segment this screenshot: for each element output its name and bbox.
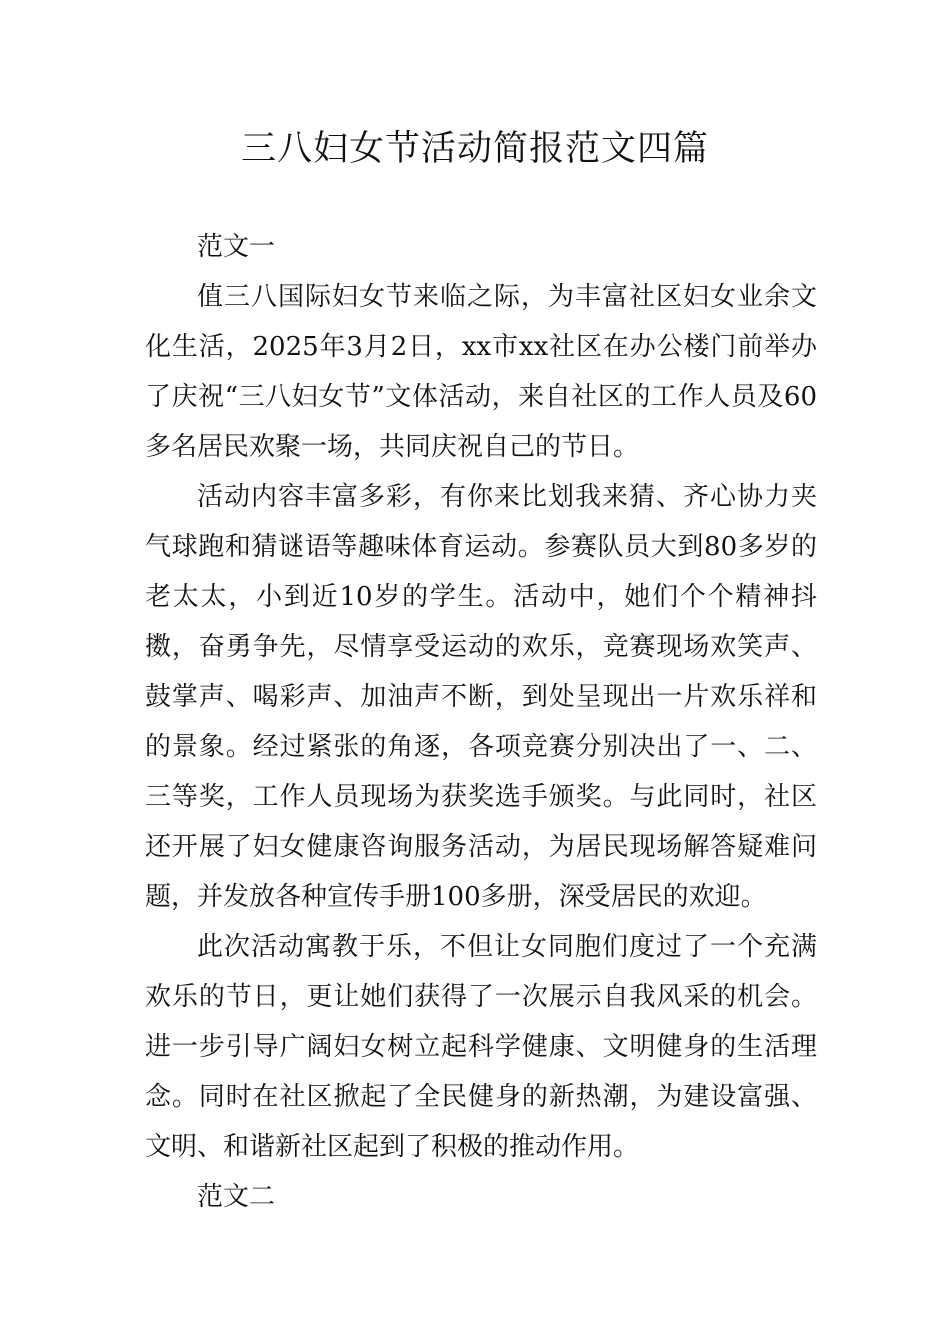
document-title: 三八妇女节活动简报范文四篇 bbox=[240, 129, 709, 169]
section-heading-2: 范文二 bbox=[197, 1182, 276, 1212]
paragraph: 值三八国际妇女节来临之际，为丰富社区妇女业余文化生活，2025年3月2日，xx市xx社区在办公楼门前举办了庆祝“三八妇女节”文体活动，来自社区的工作人员及60多名居民欢聚一场，共同庆祝自己的节日。 bbox=[145, 282, 817, 462]
paragraph: 此次活动寓教于乐，不但让女同胞们度过了一个充满欢乐的节日，更让她们获得了一次展示自我风采的机会。进一步引导广阔妇女树立起科学健康、文明健身的生活理念。同时在社区掀起了全民健身的新热潮，为建设富强、文明、和谐新社区起到了积极的推动作用。 bbox=[145, 932, 817, 1162]
paragraph: 活动内容丰富多彩，有你来比划我来猜、齐心协力夹气球跑和猜谜语等趣味体育运动。参赛队员大到80多岁的老太太，小到近10岁的学生。活动中，她们个个精神抖擞，奋勇争先，尽情享受运动的欢乐，竞赛现场欢笑声、鼓掌声、喝彩声、加油声不断，到处呈现出一片欢乐祥和的景象。经过紧张的角逐，各项竞赛分别决出了一、二、三等奖，工作人员现场为获奖选手颁奖。与此同时，社区还开展了妇女健康咨询服务活动，为居民现场解答疑难问题，并发放各种宣传手册100多册，深受居民的欢迎。 bbox=[145, 482, 817, 912]
section-heading-1: 范文一 bbox=[197, 232, 276, 262]
document-body bbox=[145, 222, 817, 1222]
